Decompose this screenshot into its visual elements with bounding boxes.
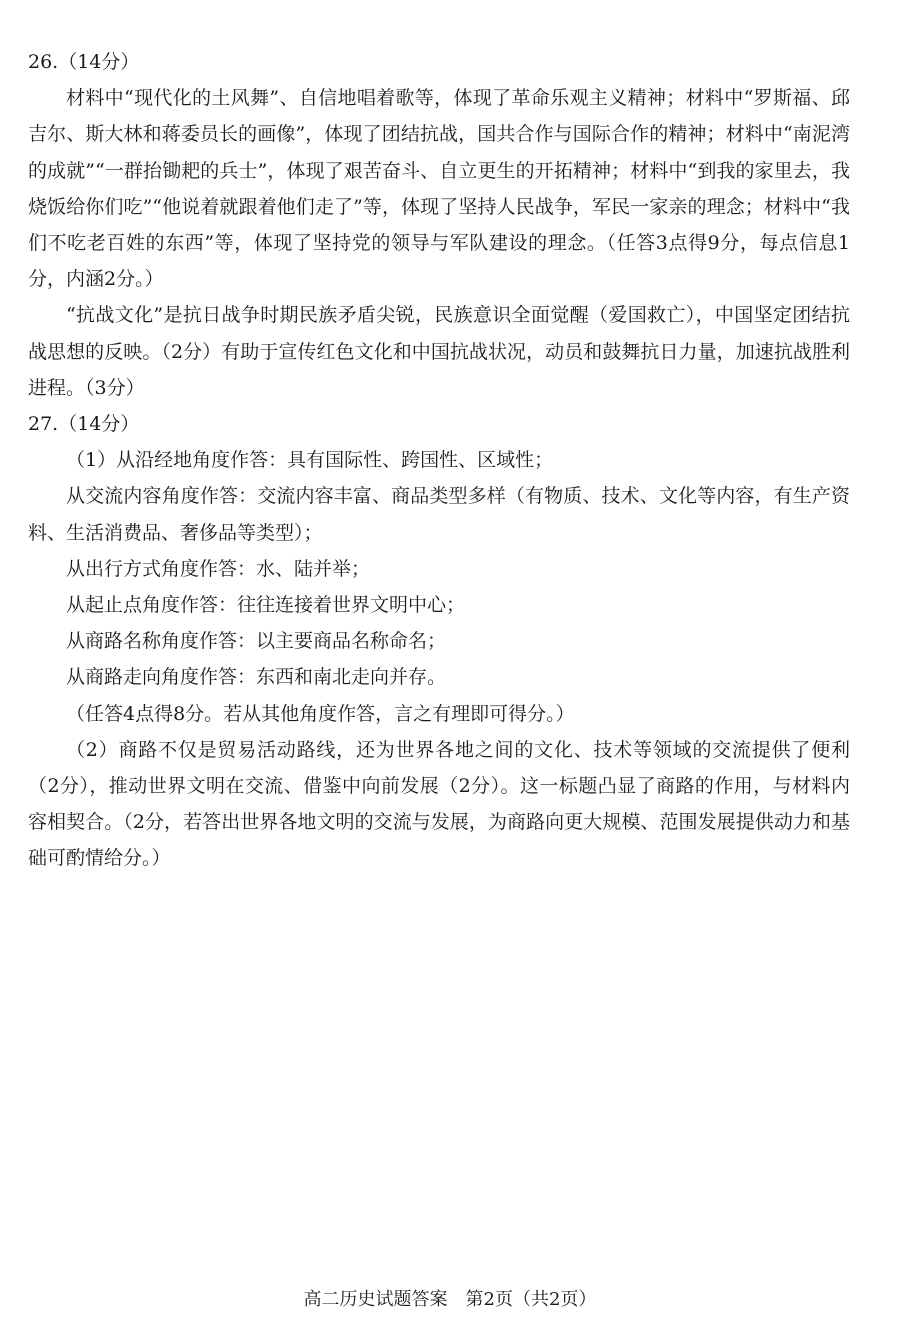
question-27-part1-line: 从交流内容角度作答：交流内容丰富、商品类型多样（有物质、技术、文化等内容，有生产资料、生活消费品、奢侈品等类型）； — [28, 485, 850, 544]
question-27-part1-line: 从商路名称角度作答：以主要商品名称命名； — [66, 630, 447, 653]
question-27-part1-line: 从商路走向角度作答：东西和南北走向并存。 — [66, 666, 447, 689]
question-26-answer-paragraph-2: “抗战文化”是抗日战争时期民族矛盾尖锐，民族意识全面觉醒（爱国救亡），中国坚定团结抗战思想的反映。（2分）有助于宣传红色文化和中国抗战状况，动员和鼓舞抗日力量，加速抗战胜利进程。（3分） — [28, 304, 850, 399]
question-27-part1-line: （1）从沿经地角度作答：具有国际性、跨国性、区域性； — [66, 449, 554, 472]
question-26-answer-paragraph-1: 材料中“现代化的土风舞”、自信地唱着歌等，体现了革命乐观主义精神；材料中“罗斯福、邱吉尔、斯大林和蒋委员长的画像”，体现了团结抗战，国共合作与国际合作的精神；材料中“南泥湾的成就”“一群抬锄耙的兵士”，体现了艰苦奋斗、自立更生的开拓精神；材料中“到我的家里去，我烧饭给你们吃”“他说着就跟着他们走了”等，体现了坚持人民战争，军民一家亲的理念；材料中“我们不吃老百姓的东西”等，体现了坚持党的领导与军队建设的理念。（任答3点得9分，每点信息1分，内涵2分。） — [28, 87, 850, 291]
question-27-heading: 27.（14分） — [28, 413, 140, 436]
question-27-part1-line: 从起止点角度作答：往往连接着世界文明中心； — [66, 594, 466, 617]
question-27-part2-answer: （2）商路不仅是贸易活动路线，还为世界各地之间的文化、技术等领域的交流提供了便利（2分），推动世界文明在交流、借鉴中向前发展（2分）。这一标题凸显了商路的作用，与材料内容相契合。（2分，若答出世界各地文明的交流与发展，为商路向更大规模、范围发展提供动力和基础可酌情给分。） — [28, 738, 850, 870]
question-27-part1-line: 从出行方式角度作答：水、陆并举； — [66, 557, 371, 580]
question-27-part1-scoring-note: （任答4点得8分。若从其他角度作答，言之有理即可得分。） — [66, 702, 575, 725]
question-26-heading: 26.（14分） — [28, 51, 140, 73]
page-footer: 高二历史试题答案 第2页（共2页） — [303, 1289, 597, 1310]
answer-content — [28, 44, 850, 877]
